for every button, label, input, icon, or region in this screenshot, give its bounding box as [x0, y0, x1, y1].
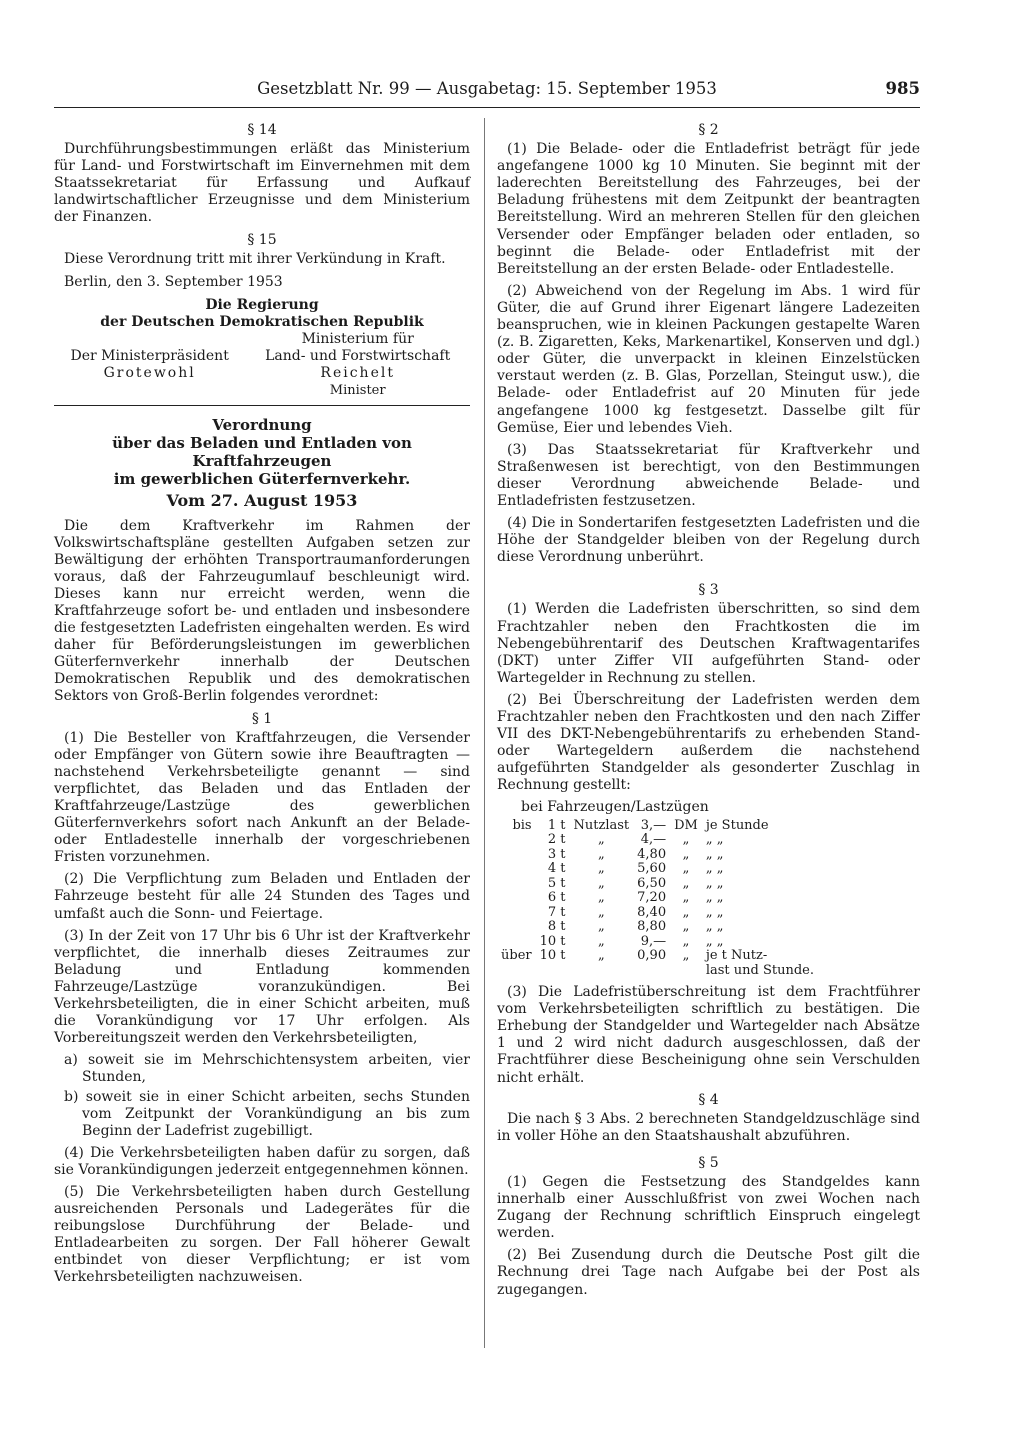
section-1-para-2: (2) Die Verpflichtung zum Beladen und Entladen der Fahrzeuge besteht für alle 24 Stunden des Tages und umfaßt auch die Sonn- und Feiertage. — [54, 871, 470, 922]
government-line-2: der Deutschen Demokratischen Republik — [100, 313, 424, 330]
signatory-right-role: Minister — [329, 383, 386, 399]
tariff-suffix: „ „ — [705, 846, 724, 862]
tariff-table — [497, 819, 818, 979]
section-3-para-1: (1) Werden die Ladefristen überschritten, so sind dem Frachtzahler neben den Frachtkosten die im Nebengebührentarif des Deutschen Kraftwagentarifes (DKT) unter Ziffer VII aufgeführten Stand- oder Wartegelder in Rechnung zu stellen. — [497, 601, 920, 686]
tariff-unit: „ — [682, 832, 690, 848]
tariff-row — [497, 949, 818, 964]
tariff-price: 6,50 — [637, 875, 667, 891]
tariff-unit: „ — [682, 919, 690, 935]
ministry-line-1: Ministerium für — [301, 331, 414, 348]
tariff-prefix — [497, 862, 536, 877]
right-column — [497, 120, 920, 1304]
place-date: Berlin, den 3. September 1953 — [64, 273, 283, 290]
tariff-weight: 1 t — [547, 817, 566, 833]
tariff-row — [497, 833, 818, 848]
ordinance-date: Vom 27. August 1953 — [166, 491, 358, 511]
section-1-item-b: b) soweit sie in einer Schicht arbeiten, sechs Stunden vom Zeitpunkt der Vorankündigung an bis zum Beginn der Ladefrist zugebilligt. — [64, 1088, 470, 1139]
tariff-suffix: je t Nutz- — [705, 948, 768, 964]
section-1-item-a: a) soweit sie im Mehrschichtensystem arbeiten, vier Stunden, — [64, 1052, 470, 1086]
tariff-unit: „ — [682, 890, 690, 906]
tariff-prefix: über — [501, 948, 532, 964]
section-2-para-2: (2) Abweichend von der Regelung im Abs. 1 wird für Güter, die auf Grund ihrer Eigenart längere Ladezeiten beanspruchen, wie in kleinen Packungen gestapelte Waren (z. B. Zigaretten, Keks, Markenartikel, Konserven und dgl.) oder Güter, die unverpackt in kleinen Einzelstücken verstaut werden (z. B. Glas, Porzellan, Steingut usw.), die Belade- oder Entladefrist auf 20 Minuten für jede angefangene 1000 kg festgesetzt. Dasselbe gilt für Gemüse, Eier und lebendes Vieh. — [497, 282, 920, 436]
tariff-row — [497, 819, 818, 834]
tariff-weight: 5 t — [547, 875, 566, 891]
tariff-weight: 6 t — [547, 890, 566, 906]
tariff-prefix — [497, 906, 536, 921]
tariff-label: „ — [597, 846, 605, 862]
tariff-price: 8,40 — [637, 904, 667, 920]
section-2-para-1: (1) Die Belade- oder die Entladefrist beträgt für jede angefangene 1000 kg 10 Minuten. Sie beginnt mit der laderechten Bereitstellung des Fahrzeuges, bei der Beladung frühestens mit dem Zeitpunkt der beantragten Bereitstellung. Wird an mehreren Stellen für den gleichen Versender oder Empfänger beladen oder entladen, so beginnt die Belade- oder Entladefrist mit der Bereitstellung an der ersten Belade- oder Entladestelle. — [497, 141, 920, 277]
section-5-para-1: (1) Gegen die Festsetzung des Standgeldes kann innerhalb einer Ausschlußfrist von zwei Wochen nach Zugang der Rechnung schriftlich Einspruch eingelegt werden. — [497, 1174, 920, 1242]
tariff-prefix — [497, 891, 536, 906]
tariff-price: 9,— — [640, 933, 667, 949]
section-4-text: Die nach § 3 Abs. 2 berechneten Standgeldzuschläge sind in voller Höhe an den Staatshaushalt abzuführen. — [497, 1110, 920, 1144]
tariff-label: „ — [597, 933, 605, 949]
tariff-price: 5,60 — [637, 861, 667, 877]
tariff-suffix: „ „ — [705, 861, 724, 877]
left-column — [54, 120, 470, 1292]
tariff-unit: DM — [674, 817, 698, 833]
section-14-heading: § 14 — [247, 122, 277, 138]
signature-block — [54, 297, 470, 400]
tariff-price: 4,80 — [637, 846, 667, 862]
section-2-heading: § 2 — [698, 122, 719, 138]
tariff-row — [497, 891, 818, 906]
section-5-heading: § 5 — [698, 1154, 719, 1171]
tariff-unit: „ — [682, 948, 690, 964]
ordinance-title-line-3: im gewerblichen Güterfernverkehr. — [113, 470, 411, 489]
tariff-last-line: last und Stunde. — [705, 962, 814, 978]
ordinance-title-line-1: Verordnung — [212, 416, 312, 435]
section-5-para-2: (2) Bei Zusendung durch die Deutsche Post gilt die Rechnung drei Tage nach Aufgabe bei der Post als zugegangen. — [497, 1247, 920, 1298]
tariff-label: „ — [597, 904, 605, 920]
section-3-para-3: (3) Die Ladefristüberschreitung ist dem Frachtführer vom Verkehrsbeteiligten schriftlich zu bestätigen. Die Erhebung der Standgelder und Wartegelder nach Absätze 1 und 2 wird nicht dadurch ausgeschlossen, daß der Frachtführer diese Bescheinigung ohne sein Verschulden nicht erhält. — [497, 984, 920, 1086]
tariff-unit: „ — [682, 846, 690, 862]
section-1-para-3: (3) In der Zeit von 17 Uhr bis 6 Uhr ist der Kraftverkehr verpflichtet, die innerhalb dieses Zeitraumes zur Beladung und Entladung kommenden Fahrzeuge/Lastzüge voranzukündigen. Bei Verkehrsbeteiligten, die in einer Schicht arbeiten, muß die Vorankündigung vor 17 Uhr erfolgen. Als Vorbereitungszeit werden den Verkehrsbeteiligten, — [54, 927, 470, 1047]
header-rule — [54, 107, 920, 108]
section-1-para-4: (4) Die Verkehrsbeteiligten haben dafür zu sorgen, daß sie Vorankündigungen jederzeit entgegennehmen können. — [54, 1144, 470, 1178]
tariff-price: 7,20 — [637, 890, 667, 906]
page-number: 985 — [885, 79, 920, 98]
signature-rule — [54, 405, 470, 406]
tariff-suffix: „ „ — [705, 933, 724, 949]
tariff-label: „ — [597, 861, 605, 877]
tariff-weight: 2 t — [547, 832, 566, 848]
tariff-suffix: je Stunde — [705, 817, 769, 833]
signatory-left-name: Grotewohl — [103, 365, 196, 382]
tariff-weight: 8 t — [547, 919, 566, 935]
tariff-label: „ — [597, 919, 605, 935]
section-1-para-1: (1) Die Besteller von Kraftfahrzeugen, die Versender oder Empfänger von Gütern sowie ihre Beauftragten — nachstehend Verkehrsbeteiligte genannt — sind verpflichtet, das Beladen und das Entladen der Kraftfahrzeuge/Lastzüge des gewerblichen Güterfernverkehrs sofort nach Ankunft an der Belade- oder Entladestelle innerhalb der vorgeschriebenen Fristen vorzunehmen. — [54, 729, 470, 866]
tariff-prefix: bis — [512, 817, 532, 833]
section-3-heading: § 3 — [698, 582, 719, 599]
tariff-prefix — [497, 833, 536, 848]
signatory-left-role: Der Ministerpräsident — [70, 348, 229, 365]
preamble: Die dem Kraftverkehr im Rahmen der Volkswirtschaftspläne gestellten Aufgaben setzen zur Bewältigung der erhöhten Transportraumanforderungen voraus, daß der Fahrzeugumlauf beschleunigt wird. Dieses kann nur erreicht werden, wenn die Kraftfahrzeuge sofort be- und entladen und insbesondere die festgesetzten Ladefristen eingehalten werden. Es wird daher für Beförderungsleistungen im gewerblichen Güterfernverkehr innerhalb der Deutschen Demokratischen Republik und des demokratischen Sektors von Groß-Berlin folgendes verordnet: — [54, 517, 470, 705]
tariff-unit: „ — [682, 904, 690, 920]
tariff-suffix: „ „ — [705, 832, 724, 848]
tariff-price: 4,— — [640, 832, 667, 848]
government-line-1: Die Regierung — [205, 296, 319, 313]
tariff-table-intro: bei Fahrzeugen/Lastzügen — [521, 799, 709, 816]
ordinance-title-line-2: über das Beladen und Entladen von Kraftfahrzeugen — [112, 434, 412, 471]
signatory-right-name: Reichelt — [320, 365, 395, 382]
tariff-label: „ — [597, 875, 605, 891]
section-2-para-3: (3) Das Staatssekretariat für Kraftverkehr und Straßenwesen ist berechtigt, von den Bestimmungen dieser Verordnung abweichende Belade- und Entladefristen festzusetzen. — [497, 441, 920, 509]
tariff-unit: „ — [682, 933, 690, 949]
tariff-row — [497, 877, 818, 892]
tariff-prefix — [497, 848, 536, 863]
tariff-suffix: „ „ — [705, 904, 724, 920]
tariff-price: 8,80 — [637, 919, 667, 935]
tariff-weight: 4 t — [547, 861, 566, 877]
tariff-row — [497, 920, 818, 935]
tariff-unit: „ — [682, 875, 690, 891]
tariff-row — [497, 935, 818, 950]
section-4-heading: § 4 — [698, 1091, 719, 1108]
tariff-prefix — [497, 935, 536, 950]
tariff-price: 3,— — [640, 817, 667, 833]
tariff-prefix — [497, 877, 536, 892]
tariff-label: „ — [597, 890, 605, 906]
tariff-label: Nutzlast — [573, 817, 630, 833]
tariff-label: „ — [597, 948, 605, 964]
section-15-heading: § 15 — [247, 231, 277, 248]
section-1-heading: § 1 — [251, 710, 273, 727]
tariff-row — [497, 848, 818, 863]
column-divider — [484, 118, 485, 1348]
section-15-text: Diese Verordnung tritt mit ihrer Verkündung in Kraft. — [64, 250, 446, 267]
tariff-weight: 7 t — [547, 904, 566, 920]
tariff-row — [497, 906, 818, 921]
tariff-prefix — [497, 920, 536, 935]
section-14-text: Durchführungsbestimmungen erläßt das Ministerium für Land- und Forstwirtschaft im Einvernehmen mit dem Staatssekretariat für Erfassung und Aufkauf landwirtschaftlicher Erzeugnisse und dem Ministerium der Finanzen. — [54, 141, 470, 226]
tariff-row-continuation — [497, 964, 818, 979]
page-header — [54, 79, 920, 103]
tariff-weight: 10 t — [539, 933, 566, 949]
tariff-suffix: „ „ — [705, 890, 724, 906]
tariff-unit: „ — [682, 861, 690, 877]
tariff-weight: 3 t — [547, 846, 566, 862]
section-2-para-4: (4) Die in Sondertarifen festgesetzten Ladefristen und die Höhe der Standgelder bleiben von der Regelung durch diese Verordnung unberührt. — [497, 515, 920, 566]
tariff-label: „ — [597, 832, 605, 848]
header-title: Gesetzblatt Nr. 99 — Ausgabetag: 15. September 1953 — [257, 79, 717, 98]
tariff-row — [497, 862, 818, 877]
tariff-price: 0,90 — [637, 948, 667, 964]
tariff-suffix: „ „ — [705, 875, 724, 891]
tariff-weight: 10 t — [539, 948, 566, 964]
tariff-suffix: „ „ — [705, 919, 724, 935]
section-3-para-2: (2) Bei Überschreitung der Ladefristen werden dem Frachtzahler neben den Frachtkosten und den nach Ziffer VII des DKT-Nebengebührentarifs zu erhebenden Stand- oder Wartegeldern außerdem die nachstehend aufgeführten Standgelder als gesonderter Zuschlag in Rechnung gestellt: — [497, 691, 920, 794]
section-1-para-5: (5) Die Verkehrsbeteiligten haben durch Gestellung ausreichenden Personals und Ladegerätes für die reibungslose Durchführung der Belade- und Entladearbeiten zu sorgen. Der Fall höherer Gewalt entbindet von dieser Verpflichtung; er ist vom Verkehrsbeteiligten nachzuweisen. — [54, 1183, 470, 1286]
ministry-line-2: Land- und Forstwirtschaft — [265, 348, 451, 365]
